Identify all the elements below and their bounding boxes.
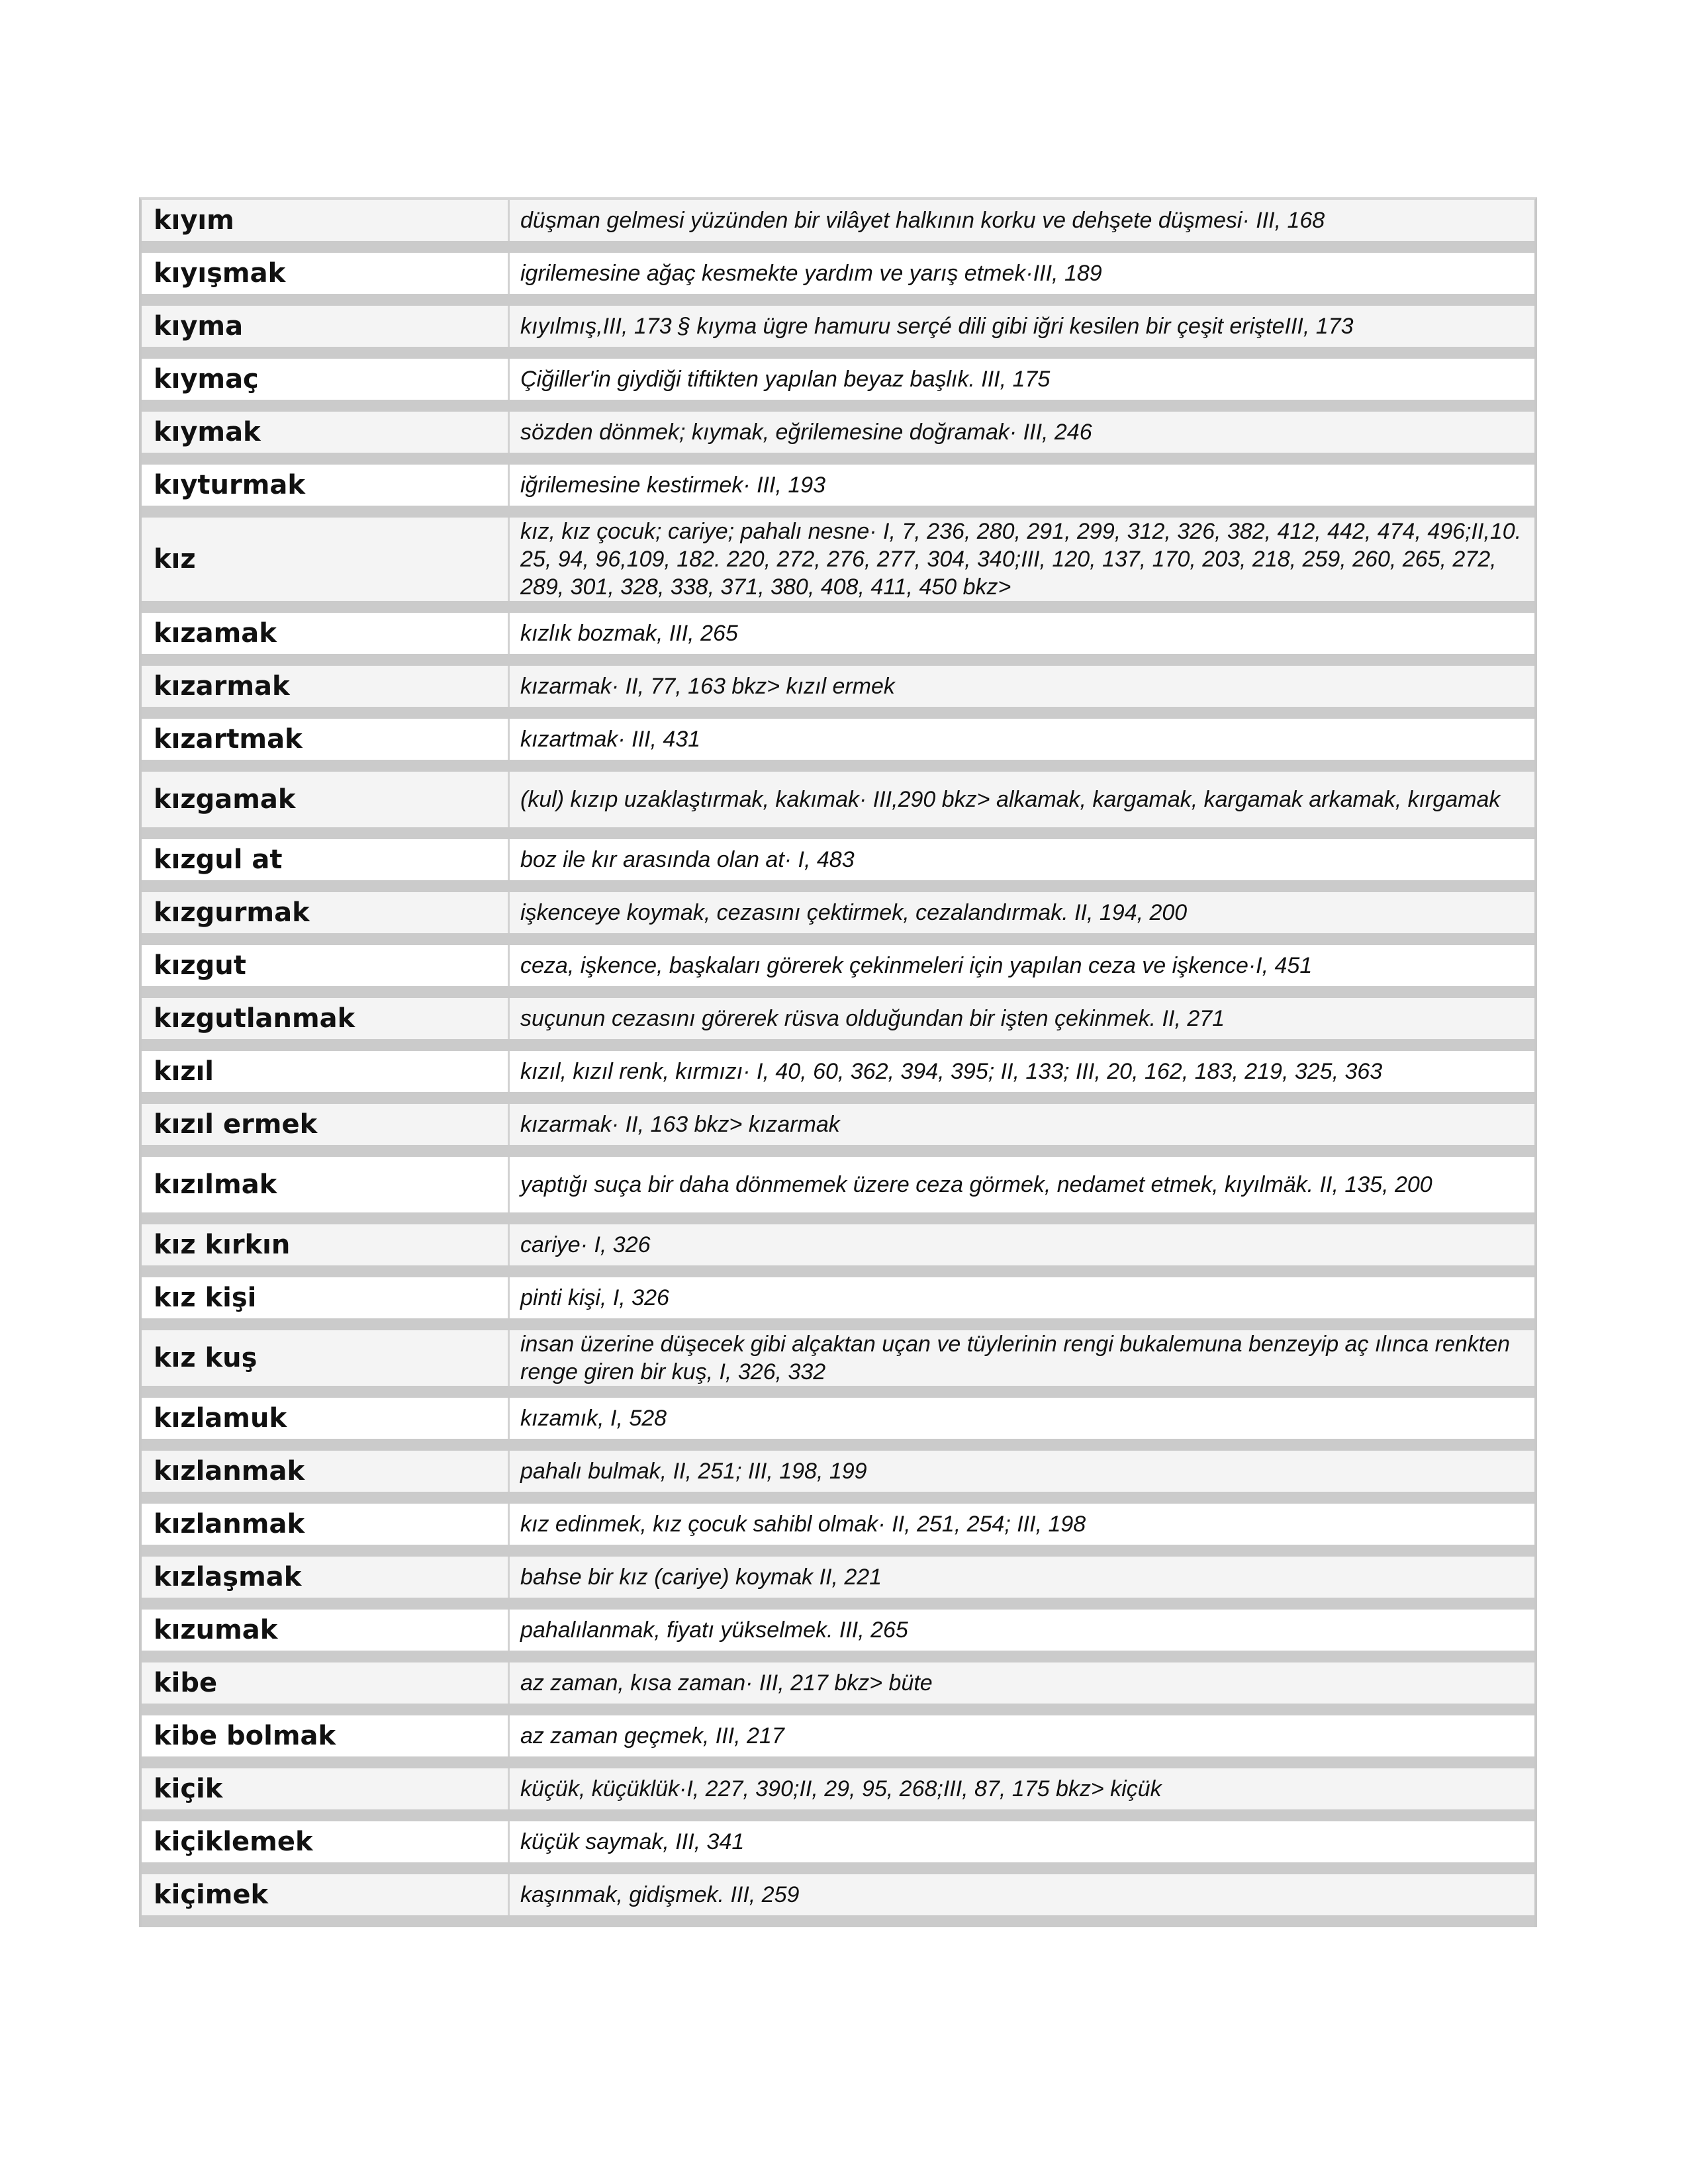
entry-term: kızgul at [142, 839, 510, 880]
entry-term: kız [142, 518, 510, 601]
entry-term: kiçiklemek [142, 1821, 510, 1862]
entry-definition: yaptığı suça bir daha dönmemek üzere ceza görmek, nedamet etmek, kıyılmäk. II, 135, 200 [520, 1172, 1432, 1197]
glossary-row [142, 1224, 1534, 1277]
entry-term: kıyturmak [142, 465, 510, 506]
glossary-row [142, 465, 1534, 518]
glossary-row [142, 1277, 1534, 1330]
entry-term: kıymak [142, 412, 510, 453]
entry-definition: suçunun cezasını görerek rüsva olduğundan bir işten çekinmek. II, 271 [520, 1006, 1225, 1031]
entry-term: kızlamuk [142, 1398, 510, 1439]
entry-definition: pinti kişi, I, 326 [520, 1285, 669, 1310]
entry-definition: ceza, işkence, başkaları görerek çekinmeleri için yapılan ceza ve işkence·I, 451 [520, 953, 1313, 978]
glossary-row [142, 1104, 1534, 1157]
entry-definition: az zaman, kısa zaman· III, 217 bkz> büte [520, 1670, 933, 1696]
entry-term: kız kuş [142, 1330, 510, 1386]
glossary-row [142, 412, 1534, 465]
glossary-row [142, 998, 1534, 1051]
glossary-row [142, 1451, 1534, 1504]
glossary-row [142, 306, 1534, 359]
entry-definition: cariye· I, 326 [520, 1232, 651, 1257]
entry-term: kıyışmak [142, 253, 510, 294]
glossary-row [142, 666, 1534, 719]
entry-definition: kız, kız çocuk; cariye; pahalı nesne· I, 7, 236, 280, 291, 299, 312, 326, 382, 412, 442, 474, 496;II,10. 25, 94, 96,109, 182. 220, 272, 276, 277, 304, 340;III, 120, 137, 170, 203, 218, 259, 260, 265, 272, 289, 301, 328, 338, 371, 380, 408, 411, 450 bkz> [520, 519, 1522, 600]
glossary-row [142, 839, 1534, 892]
entry-definition: kızamık, I, 528 [520, 1406, 667, 1431]
entry-definition: boz ile kır arasında olan at· I, 483 [520, 847, 855, 872]
glossary-row [142, 772, 1534, 839]
entry-definition: işkenceye koymak, cezasını çektirmek, cezalandırmak. II, 194, 200 [520, 900, 1188, 925]
entry-term: kızartmak [142, 719, 510, 760]
glossary-row [142, 253, 1534, 306]
entry-definition: (kul) kızıp uzaklaştırmak, kakımak· III,290 bkz> alkamak, kargamak, kargamak arkamak, kırgamak [520, 787, 1501, 812]
entry-definition: kızıl, kızıl renk, kırmızı· I, 40, 60, 362, 394, 395; II, 133; III, 20, 162, 183, 219, 325, 363 [520, 1059, 1383, 1084]
entry-term: kızlaşmak [142, 1557, 510, 1598]
entry-term: kızgurmak [142, 892, 510, 933]
entry-definition: kızartmak· III, 431 [520, 727, 701, 752]
glossary-row [142, 1715, 1534, 1768]
entry-definition: kız edinmek, kız çocuk sahibl olmak· II, 251, 254; III, 198 [520, 1512, 1086, 1537]
entry-definition: kızarmak· II, 163 bkz> kızarmak [520, 1112, 840, 1137]
glossary-row [142, 613, 1534, 666]
glossary-row [142, 1821, 1534, 1874]
glossary-row [142, 945, 1534, 998]
glossary-row [142, 892, 1534, 945]
entry-term: kızgutlanmak [142, 998, 510, 1039]
entry-term: kızumak [142, 1610, 510, 1651]
entry-term: kibe bolmak [142, 1715, 510, 1756]
glossary-row [142, 200, 1534, 253]
entry-term: kibe [142, 1662, 510, 1704]
entry-term: kıyma [142, 306, 510, 347]
entry-term: kızıl ermek [142, 1104, 510, 1145]
entry-definition: az zaman geçmek, III, 217 [520, 1723, 784, 1749]
entry-definition: kızarmak· II, 77, 163 bkz> kızıl ermek [520, 674, 895, 699]
entry-definition: kıyılmış,III, 173 § kıyma ügre hamuru serçé dili gibi iğri kesilen bir çeşit erişteIII, 173 [520, 314, 1354, 339]
glossary-row [142, 1768, 1534, 1821]
entry-definition: Çiğiller'in giydiği tiftikten yapılan beyaz başlık. III, 175 [520, 367, 1051, 392]
entry-term: kızlanmak [142, 1451, 510, 1492]
glossary-row [142, 1504, 1534, 1557]
entry-term: kız kişi [142, 1277, 510, 1318]
entry-term: kız kırkın [142, 1224, 510, 1265]
entry-term: kıymaç [142, 359, 510, 400]
entry-definition: küçük, küçüklük·I, 227, 390;II, 29, 95, 268;III, 87, 175 bkz> kiçük [520, 1776, 1162, 1801]
entry-definition: pahalılanmak, fiyatı yükselmek. III, 265 [520, 1617, 908, 1643]
entry-definition: igrilemesine ağaç kesmekte yardım ve yarış etmek·III, 189 [520, 261, 1102, 286]
glossary-row [142, 1157, 1534, 1224]
entry-term: kızarmak [142, 666, 510, 707]
glossary-row [142, 1557, 1534, 1610]
entry-term: kıyım [142, 200, 510, 241]
entry-definition: insan üzerine düşecek gibi alçaktan uçan ve tüylerinin rengi bukalemuna benzeyip aç ılınca renkten renge giren bir kuş, I, 326, 332 [520, 1332, 1511, 1385]
entry-term: kızıl [142, 1051, 510, 1092]
glossary-row [142, 1330, 1534, 1398]
entry-definition: iğrilemesine kestirmek· III, 193 [520, 473, 826, 498]
glossary-row [142, 518, 1534, 613]
glossary-row [142, 1398, 1534, 1451]
glossary-row [142, 359, 1534, 412]
entry-term: kızılmak [142, 1157, 510, 1212]
entry-definition: bahse bir kız (cariye) koymak II, 221 [520, 1565, 882, 1590]
entry-definition: kızlık bozmak, III, 265 [520, 621, 738, 646]
entry-term: kiçik [142, 1768, 510, 1809]
entry-term: kiçimek [142, 1874, 510, 1915]
glossary-row [142, 719, 1534, 772]
entry-term: kızlanmak [142, 1504, 510, 1545]
entry-definition: sözden dönmek; kıymak, eğrilemesine doğramak· III, 246 [520, 420, 1092, 445]
entry-definition: küçük saymak, III, 341 [520, 1829, 745, 1854]
entry-definition: pahalı bulmak, II, 251; III, 198, 199 [520, 1459, 867, 1484]
glossary-row [142, 1874, 1534, 1927]
glossary-row [142, 1610, 1534, 1662]
glossary-row [142, 1051, 1534, 1104]
entry-definition: düşman gelmesi yüzünden bir vilâyet halkının korku ve dehşete düşmesi· III, 168 [520, 208, 1325, 233]
entry-term: kızgut [142, 945, 510, 986]
entry-definition: kaşınmak, gidişmek. III, 259 [520, 1882, 800, 1907]
entry-term: kızamak [142, 613, 510, 654]
glossary-table [139, 197, 1537, 1927]
entry-term: kızgamak [142, 772, 510, 827]
glossary-row [142, 1662, 1534, 1715]
